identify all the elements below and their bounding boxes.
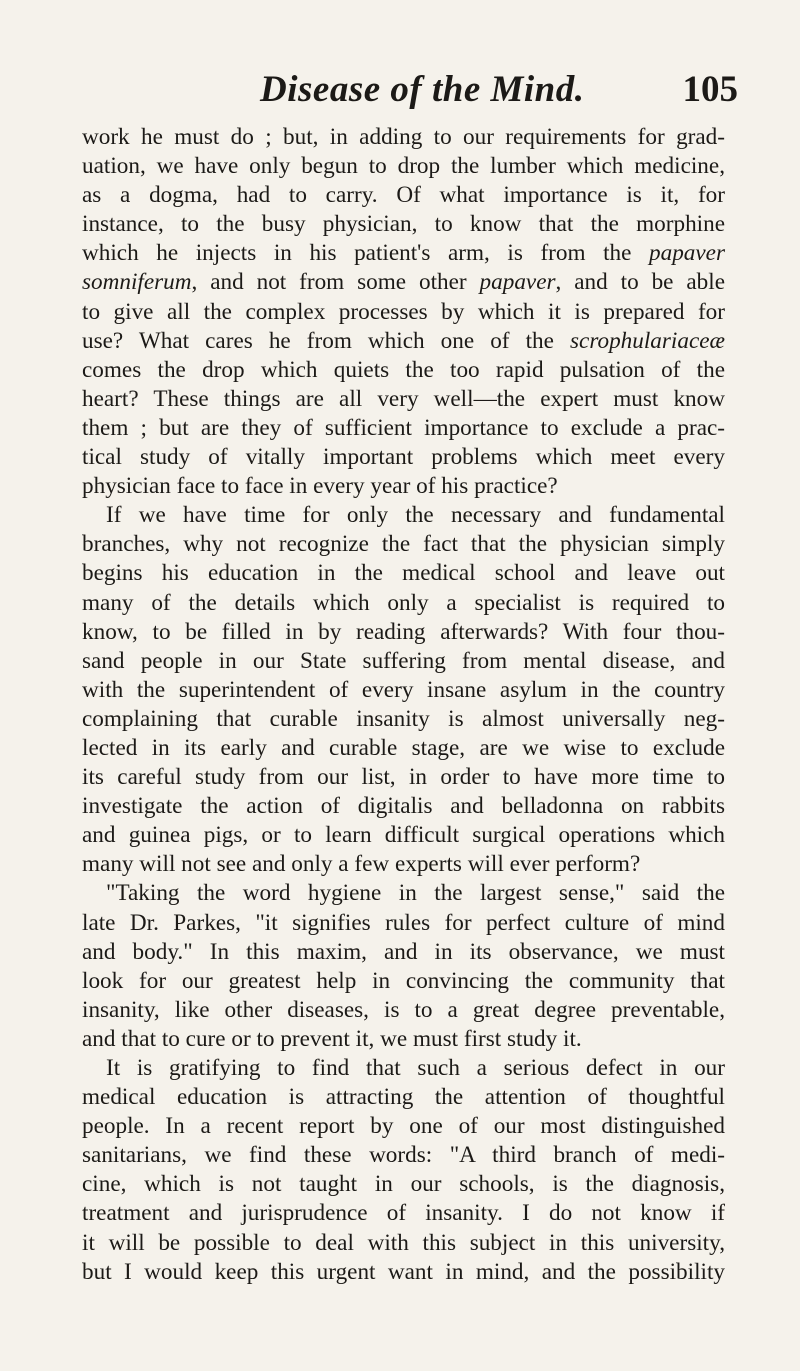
running-head <box>90 68 738 110</box>
text-line: which he injects in his patient's arm, is from the papaver <box>82 240 725 267</box>
running-title: Disease of the Mind. <box>260 69 585 110</box>
text-line: and that to cure or to prevent it, we must first study it. <box>82 1025 582 1052</box>
text-line: as a dogma, had to carry. Of what importance is it, for <box>82 182 725 209</box>
body-text <box>82 123 725 1287</box>
text-line: somniferum, and not from some other papaver, and to be able <box>82 269 725 296</box>
text-line: but I would keep this urgent want in mind, and the possibility <box>82 1258 725 1285</box>
text-line: it will be possible to deal with this subject in this university, <box>82 1229 725 1256</box>
text-line: and guinea pigs, or to learn difficult surgical operations which <box>82 822 725 849</box>
text-line: them ; but are they of sufficient importance to exclude a prac- <box>82 414 725 441</box>
text-line: physician face to face in every year of his practice? <box>82 473 558 500</box>
text-line: heart? These things are all very well—the expert must know <box>82 385 725 412</box>
text-line: its careful study from our list, in order to have more time to <box>82 764 725 791</box>
text-line: lected in its early and curable stage, are we wise to exclude <box>82 734 725 761</box>
text-line: instance, to the busy physician, to know that the morphine <box>82 211 725 238</box>
text-line: uation, we have only begun to drop the lumber which medicine, <box>82 153 725 180</box>
text-line: late Dr. Parkes, "it signifies rules for perfect culture of mind <box>82 909 725 936</box>
text-line: work he must do ; but, in adding to our requirements for grad- <box>82 124 725 150</box>
page-number: 105 <box>682 69 738 110</box>
text-line: investigate the action of digitalis and belladonna on rabbits <box>82 793 725 820</box>
text-line: complaining that curable insanity is almost universally neg- <box>82 705 725 732</box>
text-line: medical education is attracting the attention of thoughtful <box>82 1084 725 1111</box>
text-line: look for our greatest help in convincing the community that <box>82 967 725 994</box>
text-line: If we have time for only the necessary and fundamental <box>106 502 725 529</box>
text-line: It is gratifying to find that such a serious defect in our <box>106 1055 725 1081</box>
text-line: cine, which is not taught in our schools, is the diagnosis, <box>82 1171 725 1198</box>
text-line: know, to be filled in by reading afterwards? With four thou- <box>82 618 725 645</box>
text-line: treatment and jurisprudence of insanity. I do not know if <box>82 1200 725 1227</box>
text-line: branches, why not recognize the fact that the physician simply <box>82 531 725 558</box>
text-line: insanity, like other diseases, is to a great degree preventable, <box>82 996 725 1023</box>
text-line: many of the details which only a specialist is required to <box>82 589 725 616</box>
text-line: sanitarians, we find these words: "A third branch of medi- <box>82 1142 725 1169</box>
text-line: comes the drop which quiets the too rapid pulsation of the <box>82 356 725 383</box>
text-line: "Taking the word hygiene in the largest sense," said the <box>106 880 725 907</box>
text-line: with the superintendent of every insane asylum in the country <box>82 676 725 703</box>
text-line: begins his education in the medical school and leave out <box>82 560 725 587</box>
text-line: use? What cares he from which one of the scrophulariaceæ <box>82 327 725 354</box>
text-line: tical study of vitally important problems which meet every <box>82 444 725 471</box>
text-line: people. In a recent report by one of our most distinguished <box>82 1113 725 1140</box>
text-line: to give all the complex processes by which it is prepared for <box>82 298 725 325</box>
text-line: sand people in our State suffering from mental disease, and <box>82 647 725 674</box>
text-line: many will not see and only a few experts will ever perform? <box>82 851 641 878</box>
text-line: and body." In this maxim, and in its observance, we must <box>82 938 725 965</box>
